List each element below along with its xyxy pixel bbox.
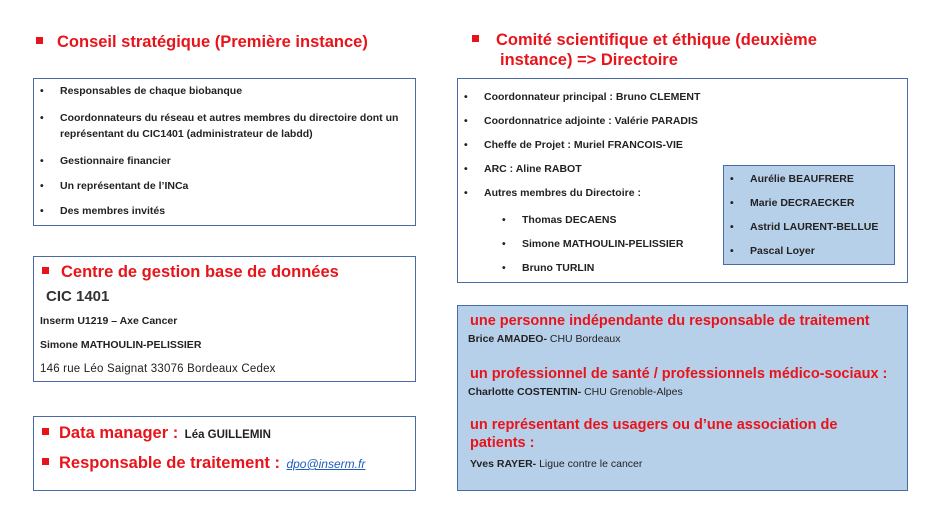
- responsable-line: Responsable de traitement : dpo@inserm.fr: [42, 454, 365, 473]
- data-manager-name: Léa GUILLEMIN: [184, 429, 271, 441]
- square-bullet-icon: [42, 267, 49, 274]
- list-item: • Un représentant de l’INCa: [34, 180, 415, 192]
- list-item: • Coordonnateurs du réseau et autres membres du directoire dont un représentant du CIC1401 (administrateur de labdd): [34, 110, 415, 142]
- data-manager-box: [33, 416, 416, 491]
- square-bullet-icon: [472, 35, 479, 42]
- independent-person-1: Brice AMADEO- CHU Bordeaux: [468, 333, 621, 345]
- list-item: • Coordonnatrice adjointe : Valérie PARADIS: [458, 115, 700, 127]
- square-bullet-icon: [42, 458, 49, 465]
- conseil-box: [33, 78, 416, 226]
- independent-person-2: Charlotte COSTENTIN- CHU Grenoble-Alpes: [468, 386, 683, 398]
- list-item: • ARC : Aline RABOT: [458, 163, 700, 175]
- centre-address: 146 rue Léo Saignat 33076 Bordeaux Cedex: [40, 363, 276, 375]
- dpo-email-link[interactable]: dpo@inserm.fr: [286, 457, 366, 471]
- centre-cic: CIC 1401: [46, 288, 110, 305]
- list-item: • Des membres invités: [34, 205, 415, 217]
- list-item: • Thomas DECAENS: [496, 214, 683, 226]
- conseil-list: [34, 85, 415, 217]
- square-bullet-icon: [42, 428, 49, 435]
- list-item: • Gestionnaire financier: [34, 155, 415, 167]
- list-item: • Responsables de chaque biobanque: [34, 85, 415, 97]
- side-members-list: [724, 173, 878, 257]
- comite-title: Comité scientifique et éthique (deuxième instance) => Directoire: [472, 30, 817, 70]
- conseil-title: Conseil stratégique (Première instance): [36, 33, 368, 52]
- independent-heading: une personne indépendante du responsable de traitement: [470, 313, 870, 329]
- list-item: • Coordonnateur principal : Bruno CLEMENT: [458, 91, 700, 103]
- health-professional-heading: un professionnel de santé / professionnels médico-sociaux :: [470, 366, 888, 382]
- independent-box: [457, 305, 908, 491]
- list-item: • Bruno TURLIN: [496, 262, 683, 274]
- sub-members-list: [496, 214, 683, 274]
- square-bullet-icon: [36, 37, 43, 44]
- centre-title: Centre de gestion base de données: [42, 263, 339, 282]
- independent-person-3: Yves RAYER- Ligue contre le cancer: [470, 458, 643, 470]
- centre-unit: Inserm U1219 – Axe Cancer: [40, 315, 178, 327]
- list-item: • Astrid LAURENT-BELLUE: [724, 221, 878, 233]
- data-manager-line: Data manager : Léa GUILLEMIN: [42, 424, 271, 443]
- users-representative-heading: un représentant des usagers ou d’une association de patients :: [470, 417, 838, 451]
- side-members-box: [723, 165, 895, 265]
- list-item: • Autres membres du Directoire :: [458, 187, 700, 199]
- list-item: • Aurélie BEAUFRERE: [724, 173, 878, 185]
- list-item: • Cheffe de Projet : Muriel FRANCOIS-VIE: [458, 139, 700, 151]
- list-item: • Pascal Loyer: [724, 245, 878, 257]
- centre-box: [33, 256, 416, 382]
- centre-person: Simone MATHOULIN-PELISSIER: [40, 339, 202, 351]
- directoire-list: [458, 91, 700, 199]
- list-item: • Marie DECRAECKER: [724, 197, 878, 209]
- list-item: • Simone MATHOULIN-PELISSIER: [496, 238, 683, 250]
